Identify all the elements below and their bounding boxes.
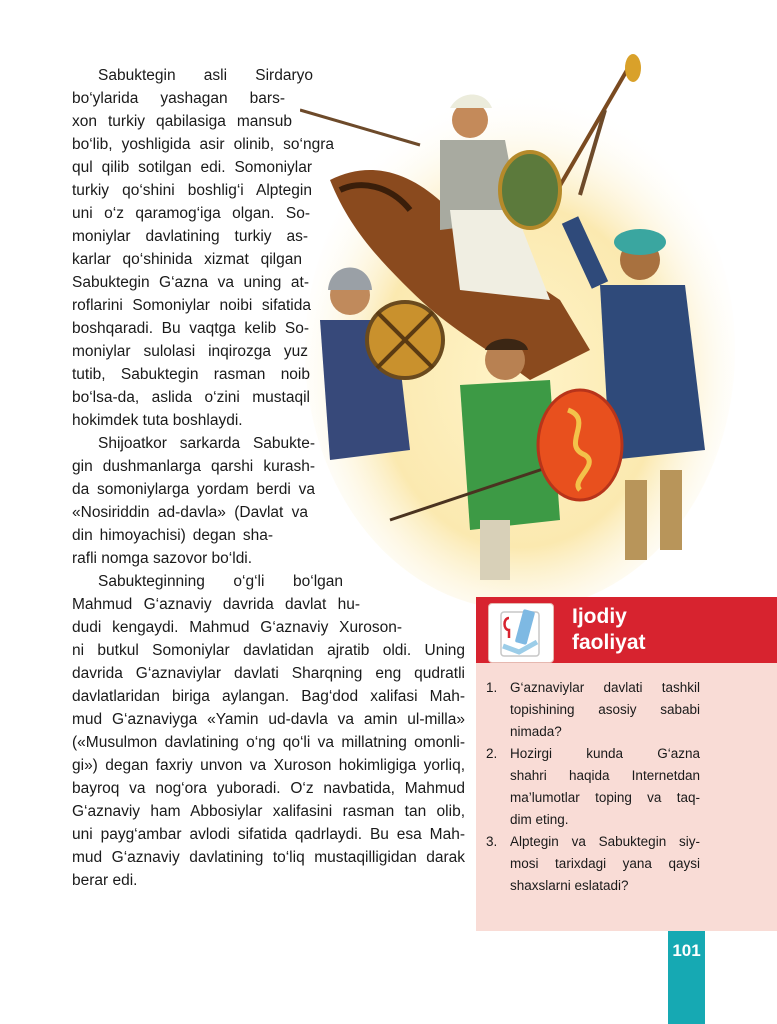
pencil-note-icon [488, 603, 554, 663]
text-line: dudi kengaydi. Mahmud G‘aznaviy Xuroson- [72, 619, 402, 636]
text-line: «Nosiriddin ad-davla» (Davlat va [72, 504, 308, 521]
question-number: 2. [486, 746, 498, 761]
text-line: roflarini Somoniylar noibi sifatida [72, 297, 311, 314]
question-line: ma’lumotlar toping va taq- [510, 790, 700, 805]
question-number: 3. [486, 834, 498, 849]
question-line: shahri haqida Internetdan [510, 768, 700, 783]
text-line: din himoyachisi) degan sha- [72, 527, 273, 544]
text-line: mud G‘aznaviy davlatining to‘liq mustaqilligidan darak [72, 849, 465, 866]
text-line: moniylar davlatining turkiy as- [72, 228, 308, 245]
question-line: topishining asosiy sababi [510, 702, 700, 717]
activity-title-line1: Ijodiy [572, 605, 627, 628]
text-line: berar edi. [72, 872, 138, 889]
question-line: Alptegin va Sabuktegin siy- [510, 834, 700, 849]
text-line: xon turkiy qabilasiga mansub [72, 113, 292, 130]
text-line: hokimdek tuta boshlaydi. [72, 412, 243, 429]
text-line: davrida G‘aznaviylar davlati Sharqning eng qudratli [72, 665, 465, 682]
text-line: gin dushmanlarga qarshi kurash- [72, 458, 315, 475]
text-line: tutib, Sabuktegin rasman noib [72, 366, 310, 383]
text-line: Shijoatkor sarkarda Sabukte- [98, 435, 315, 452]
activity-title-line2: faoliyat [572, 631, 646, 654]
text-line: turkiy qo‘shini boshlig‘i Alptegin [72, 182, 312, 199]
question-number: 1. [486, 680, 498, 695]
text-line: bo‘ylarida yashagan bars- [72, 90, 285, 107]
text-line: boshqaradi. Bu vaqtga kelib So- [72, 320, 309, 337]
text-line: uni payg‘ambar avlodi sifatida qadrlaydi. Bu esa Mah- [72, 826, 465, 843]
question-line: Hozirgi kunda G‘azna [510, 746, 700, 761]
text-line: mud G‘aznaviyga «Yamin ud-davla va amin ul-milla» [72, 711, 465, 728]
text-line: uni o‘z qaramog‘iga olgan. So- [72, 205, 310, 222]
page-number: 101 [672, 941, 701, 960]
text-line: davlatlaridan biriga aylangan. Bag‘dod xalifasi Mah- [72, 688, 465, 705]
text-line: gi») degan faxriy unvon va Xuroson hokimligiga yorliq, [72, 757, 465, 774]
question-line: shaxslarni eslatadi? [510, 878, 629, 893]
text-line: Sabuktegin G‘azna va uning at- [72, 274, 309, 291]
question-line: nimada? [510, 724, 562, 739]
text-line: qul qilib sotilgan edi. Somoniylar [72, 159, 312, 176]
activity-header [476, 597, 777, 663]
text-line: Sabukteginning o‘g‘li bo‘lgan [98, 573, 343, 590]
question-line: mosi tarixdagi yana qaysi [510, 856, 700, 871]
text-line: bo‘lib, yoshligida asir olinib, so‘ngra [72, 136, 334, 153]
text-line: («Musulmon davlatining o‘ng qo‘li va millatning omonli- [72, 734, 465, 751]
text-line: rafli nomga sazovor bo‘ldi. [72, 550, 253, 567]
text-line: bayroq va nog‘ora yuboradi. O‘z navbatida, Mahmud [72, 780, 465, 797]
question-line: G‘aznaviylar davlati tashkil [510, 680, 700, 695]
text-line: moniylar sulolasi inqirozga yuz [72, 343, 308, 360]
text-line: Mahmud G‘aznaviy davrida davlat hu- [72, 596, 360, 613]
question-line: dim eting. [510, 812, 569, 827]
text-line: da somoniylarga yordam berdi va [72, 481, 315, 498]
text-line: Sabuktegin asli Sirdaryo [98, 67, 313, 84]
text-line: ni butkul Somoniylar davlatidan ajratib oldi. Uning [72, 642, 465, 659]
warriors-illustration [300, 50, 740, 610]
text-line: bo‘lsa-da, aslida o‘zini mustaqil [72, 389, 310, 406]
text-line: karlar qo‘shinida xizmat qilgan [72, 251, 302, 268]
text-line: G‘aznaviy ham Abbosiylar xalifasini rasman tan olib, [72, 803, 465, 820]
